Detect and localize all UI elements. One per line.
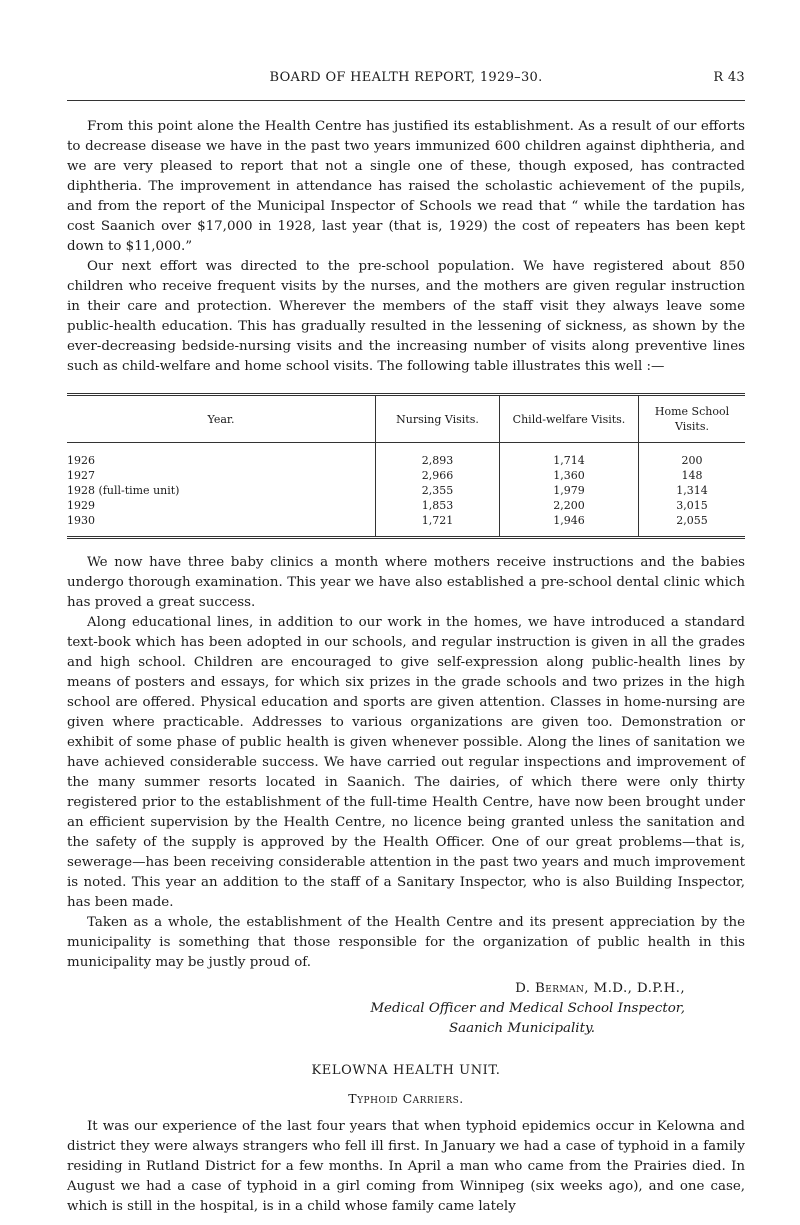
- visits-table: [67, 393, 745, 539]
- table-header-row: [67, 395, 745, 443]
- cell-year: 1929: [67, 499, 95, 512]
- cell-home-school: 148: [639, 468, 746, 483]
- cell-home-school: 3,015: [639, 498, 746, 513]
- cell-year: 1930: [67, 514, 95, 527]
- cell-child-welfare: 1,946: [500, 513, 639, 538]
- paragraph: It was our experience of the last four years that when typhoid epidemics occur in Kelowna and district they were always strangers who fell ill first. In January we had a case of typhoid in a family residing in Rutland District for a few months. In April a man who came from the Prairies died. In August we had a case of typhoid in a girl coming from Winnipeg (six weeks ago), and one case, which is still in the hospital, is in a child whose family came lately: [67, 1119, 745, 1214]
- running-head-title: BOARD OF HEALTH REPORT, 1929–30.: [269, 70, 543, 85]
- cell-nursing: 1,721: [376, 513, 500, 538]
- body-text: [67, 117, 745, 1217]
- header-rule: [67, 100, 745, 101]
- cell-home-school: 2,055: [639, 513, 746, 538]
- signature-block: [67, 979, 745, 1039]
- running-head: [67, 70, 745, 92]
- signature-role: Medical Officer and Medical School Inspector,: [370, 1001, 685, 1016]
- section-subtitle: Typhoid Carriers.: [348, 1091, 464, 1106]
- signature-place: Saanich Municipality.: [449, 1021, 595, 1036]
- cell-child-welfare: 2,200: [500, 498, 639, 513]
- cell-child-welfare: 1,360: [500, 468, 639, 483]
- paragraph: Taken as a whole, the establishment of the Health Centre and its present appreciation by the municipality is something that those responsible for the organization of public health in this municipality may be justly proud of.: [67, 915, 745, 970]
- column-header-year: Year.: [67, 395, 376, 443]
- column-header-child-welfare: Child-welfare Visits.: [500, 395, 639, 443]
- table-row: [67, 513, 745, 538]
- page-number: R 43: [713, 70, 745, 85]
- cell-home-school: 200: [639, 443, 746, 469]
- paragraph: From this point alone the Health Centre has justified its establishment. As a result of our efforts to decrease disease we have in the past two years immunized 600 children against diphtheria, and we are very pleased to report that not a single one of these, though exposed, has contracted diphtheria. The improvement in attendance has raised the scholastic achievement of the pupils, and from the report of the Municipal Inspector of Schools we read that “ while the tardation has cost Saanich over $17,000 in 1928, last year (that is, 1929) the cost of repeaters has been kept down to $11,000.”: [67, 119, 745, 254]
- table-row: [67, 498, 745, 513]
- paragraph: We now have three baby clinics a month where mothers receive instructions and the babies undergo thorough examination. This year we have also established a pre-school dental clinic which has proved a great success.: [67, 555, 745, 610]
- table-row: [67, 468, 745, 483]
- column-header-nursing: Nursing Visits.: [376, 395, 500, 443]
- section-title: KELOWNA HEALTH UNIT.: [311, 1063, 501, 1078]
- cell-nursing: 1,853: [376, 498, 500, 513]
- table-row: [67, 443, 745, 469]
- table-row: [67, 483, 745, 498]
- cell-nursing: 2,893: [376, 443, 500, 469]
- cell-year: 1927: [67, 469, 95, 482]
- cell-year: 1928 (full-time unit): [67, 484, 180, 497]
- cell-child-welfare: 1,979: [500, 483, 639, 498]
- cell-nursing: 2,966: [376, 468, 500, 483]
- cell-nursing: 2,355: [376, 483, 500, 498]
- column-header-home-school: Home School Visits.: [639, 395, 746, 443]
- cell-home-school: 1,314: [639, 483, 746, 498]
- signature-name: D. Berman, M.D., D.P.H.,: [515, 981, 685, 996]
- paragraph: Our next effort was directed to the pre-school population. We have registered about 850 children who receive frequent visits by the nurses, and the mothers are given regular instruction in their care and protection. Wherever the members of the staff visit they always leave some public-health education. This has gradually resulted in the lessening of sickness, as shown by the ever-decreasing bedside-nursing visits and the increasing number of visits along preventive lines such as child-welfare and home school visits. The following table illustrates this well :—: [67, 259, 745, 374]
- paragraph: Along educational lines, in addition to our work in the homes, we have introduced a standard text-book which has been adopted in our schools, and regular instruction is given in all the grades and high school. Children are encouraged to give self-expression along public-health lines by means of posters and essays, for which six prizes in the grade schools and two prizes in the high school are offered. Physical education and sports are given attention. Classes in home-nursing are given where practicable. Addresses to various organizations are given too. Demonstration or exhibit of some phase of public health is given whenever possible. Along the lines of sanitation we have achieved considerable success. We have carried out regular inspections and improvement of the many summer resorts located in Saanich. The dairies, of which there were only thirty registered prior to the establishment of the full-time Health Centre, have now been brought under an efficient supervision by the Health Centre, no licence being granted unless the sanitation and the safety of the supply is approved by the Health Officer. One of our great problems—that is, sewerage—has been receiving considerable attention in the past two years and much improvement is noted. This year an addition to the staff of a Sanitary Inspector, who is also Building Inspector, has been made.: [67, 615, 745, 910]
- cell-child-welfare: 1,714: [500, 443, 639, 469]
- cell-year: 1926: [67, 454, 95, 467]
